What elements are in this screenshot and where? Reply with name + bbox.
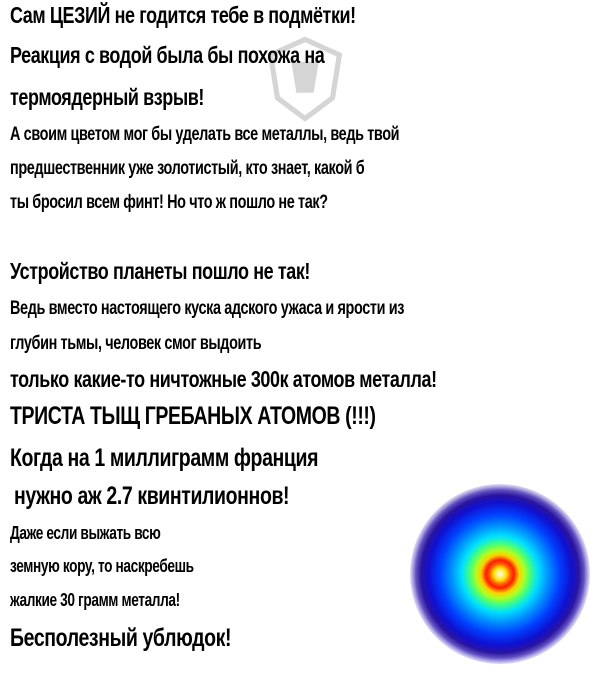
text-line-7: Устройство планеты пошло не так! — [10, 258, 311, 284]
text-line-15: земную кору, то наскребешь — [10, 556, 194, 576]
text-line-17: Бесполезный ублюдок! — [10, 624, 232, 652]
text-line-9: глубин тьмы, человек смог выдоить — [10, 333, 262, 354]
text-line-6: ты бросил всем финт! Но что ж пошло не так? — [10, 192, 328, 213]
text-line-13: нужно аж 2.7 квинтилионнов! — [14, 482, 290, 510]
text-line-12: Когда на 1 миллиграмм франция — [10, 444, 319, 472]
text-line-16: жалкие 30 грамм металла! — [10, 590, 180, 610]
text-line-5: предшественник уже золотистый, кто знает, какой б — [10, 158, 365, 179]
text-line-14: Даже если выжать всю — [10, 523, 161, 543]
text-line-10: только какие-то ничтожные 300к атомов металла! — [10, 366, 437, 392]
text-line-1: Сам ЦЕЗИЙ не годится тебе в подмётки! — [10, 2, 356, 28]
text-line-11: ТРИСТА ТЫЩ ГРЕБАНЫХ АТОМОВ (!!!) — [10, 402, 376, 430]
radiation-glow — [410, 484, 590, 664]
text-line-3: термоядерный взрыв! — [10, 84, 205, 110]
text-line-2: Реакция с водой была бы похожа на — [10, 42, 325, 68]
text-line-4: А своим цветом мог бы уделать все металлы, ведь твой — [10, 124, 400, 145]
text-line-8: Ведь вместо настоящего куска адского ужаса и ярости из — [10, 298, 405, 319]
